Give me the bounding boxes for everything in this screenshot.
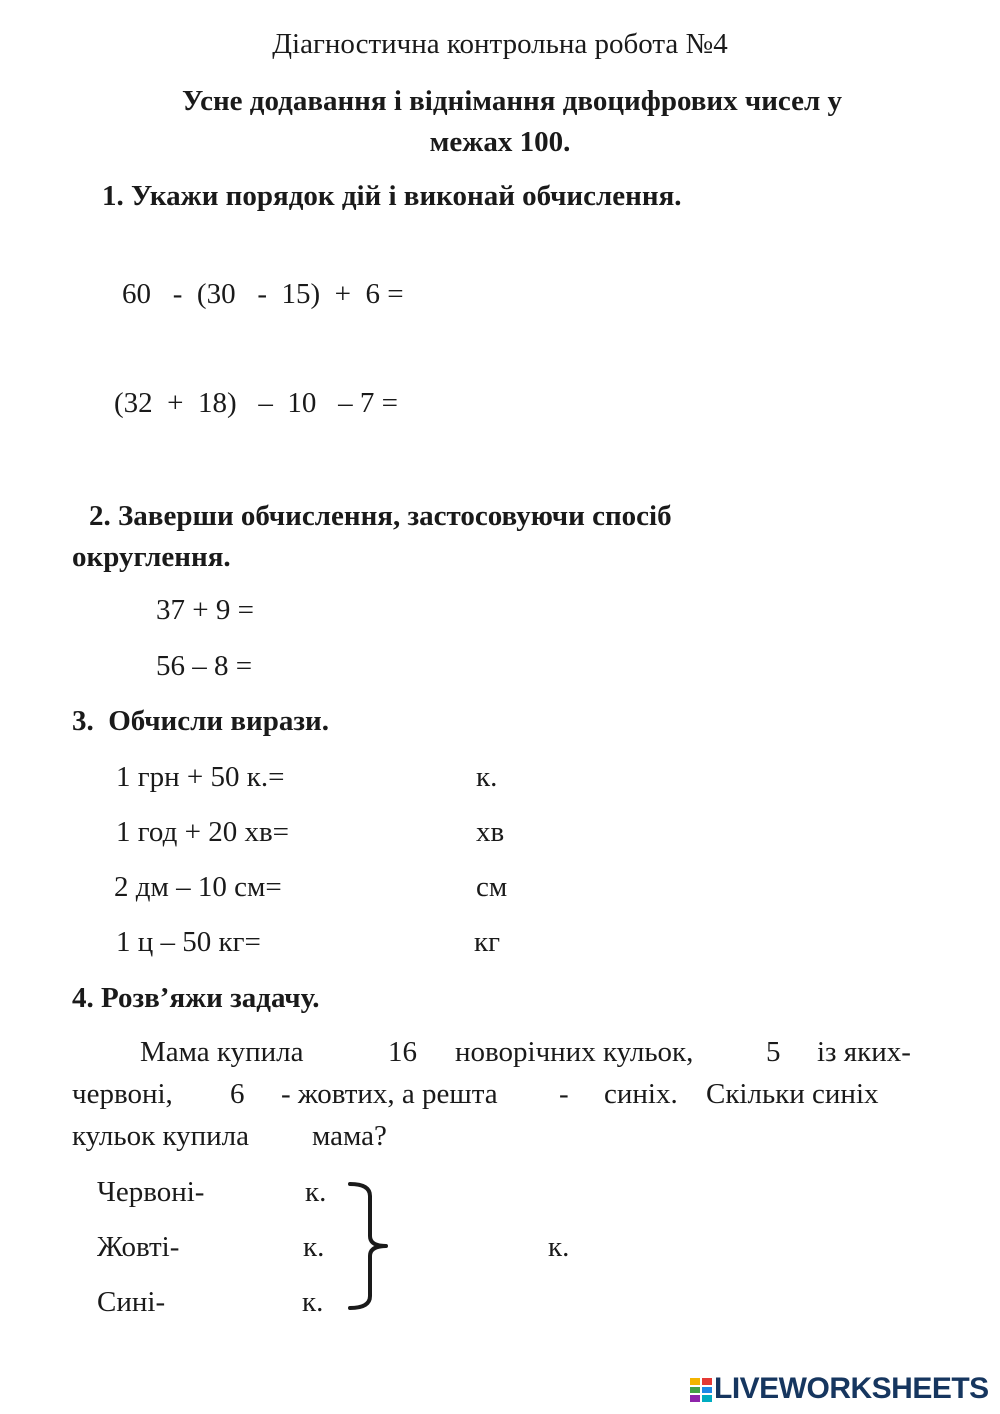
liveworksheets-logo-icon <box>690 1378 712 1402</box>
short-condition-total-unit: к. <box>548 1231 570 1263</box>
problem-text-word: Скільки синіх <box>706 1078 879 1110</box>
problem-number: 16 <box>388 1036 417 1068</box>
task2-expression-2: 56 – 8 = <box>156 650 253 682</box>
liveworksheets-logo[interactable] <box>690 1372 990 1408</box>
problem-text-word: - <box>559 1078 569 1110</box>
task1-heading: 1. Укажи порядок дій і виконай обчислення. <box>102 180 682 212</box>
short-condition-label-yellow: Жовті- <box>97 1231 180 1263</box>
right-brace-icon <box>340 1176 400 1316</box>
problem-text-word: червоні, <box>72 1078 173 1110</box>
task2-expression-1: 37 + 9 = <box>156 594 254 626</box>
task3-row-1-unit: к. <box>476 761 498 793</box>
problem-text-word: новорічних кульок, <box>455 1036 694 1068</box>
task2-heading-line-2: округлення. <box>72 541 231 573</box>
short-condition-label-red: Червоні- <box>97 1176 205 1208</box>
problem-text-word: Мама купила <box>140 1036 304 1068</box>
problem-text-word: із яких- <box>817 1036 911 1068</box>
problem-text-word: кульок купила <box>72 1120 250 1152</box>
task1-expression-1: 60 - (30 - 15) + 6 = <box>122 278 404 310</box>
task3-row-3-unit: см <box>476 871 508 903</box>
liveworksheets-logo-text: LIVEWORKSHEETS <box>714 1372 989 1405</box>
task3-row-2-unit: хв <box>476 816 505 848</box>
problem-text-word: мама? <box>312 1120 387 1152</box>
task3-row-4-unit: кг <box>474 926 500 958</box>
subtitle-line-1: Усне додавання і віднімання двоцифрових чисел у <box>181 85 843 117</box>
short-condition-label-blue: Сині- <box>97 1286 166 1318</box>
short-condition-unit-yellow: к. <box>303 1231 325 1263</box>
problem-number: 5 <box>766 1036 781 1068</box>
task3-row-1-expression: 1 грн + 50 к.= <box>116 761 285 793</box>
task2-heading-line-1: 2. Заверши обчислення, застосовуючи спосіб <box>89 500 672 532</box>
task3-row-4-expression: 1 ц – 50 кг= <box>116 926 261 958</box>
task3-row-3-expression: 2 дм – 10 см= <box>114 871 282 903</box>
problem-text-word: - жовтих, а решта <box>281 1078 498 1110</box>
subtitle-line-2: межах 100. <box>429 126 571 158</box>
problem-text-word: синіх. <box>604 1078 678 1110</box>
task3-heading: 3. Обчисли вирази. <box>72 705 329 737</box>
task3-row-2-expression: 1 год + 20 хв= <box>116 816 289 848</box>
short-condition-unit-blue: к. <box>302 1286 324 1318</box>
problem-number: 6 <box>230 1078 245 1110</box>
short-condition-unit-red: к. <box>305 1176 327 1208</box>
page-title: Діагностична контрольна робота №4 <box>272 28 728 60</box>
task1-expression-2: (32 + 18) – 10 – 7 = <box>114 387 399 419</box>
task4-heading: 4. Розв’яжи задачу. <box>72 982 320 1014</box>
